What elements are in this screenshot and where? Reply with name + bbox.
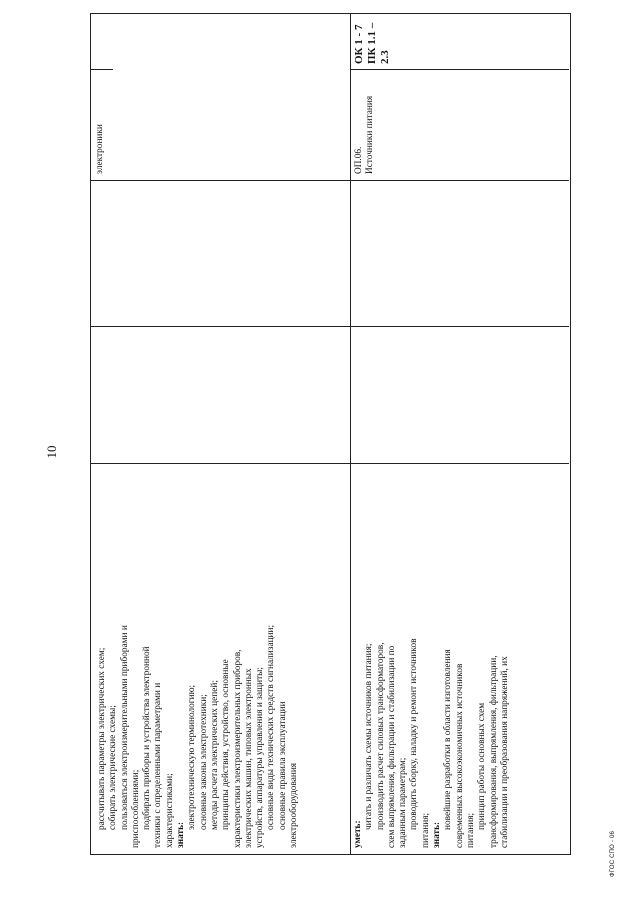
row1-discipline-text: электроники — [95, 124, 105, 174]
competence-pk: ПК 1.1 – 2.3 — [366, 22, 391, 64]
row2-text-line: уметь: — [353, 820, 363, 848]
row2-text-line: принцип работы основных схем — [477, 702, 488, 830]
header-stub-rule — [91, 69, 113, 70]
row1-text-line: электрических машин, типовых электронных — [243, 668, 254, 848]
row2-text-line: схем выпрямления, фильтрации и стабилизации по — [386, 645, 397, 848]
row1-text-line: подбирать приборы и устройства электронной — [142, 646, 153, 830]
row1-text-line: методы расчета электрических цепей; — [209, 680, 220, 830]
row1-requirements-cell — [97, 468, 300, 848]
row1-text-line: собирать электрические схемы; — [108, 705, 119, 830]
row1-text-line: рассчитывать параметры электрических схем; — [97, 647, 107, 830]
row2-text-line: трансформирования, выпрямления, фильтрации, — [488, 655, 499, 848]
row1-text-line: электротехническую терминологию; — [187, 684, 198, 830]
competence-ok: ОК 1 - 7 — [353, 24, 365, 64]
page-footer: ФГОС СПО - 06 — [610, 830, 616, 877]
row2-text-line: производить расчет силовых трансформаторов, — [375, 642, 386, 830]
row2-competence-cell — [353, 14, 392, 64]
row1-text-line: электрооборудования — [289, 762, 300, 848]
column-divider-3 — [91, 180, 569, 181]
row2-requirements-cell — [353, 468, 511, 848]
row2-text-line: питания; — [465, 812, 476, 848]
row2-text-line: знать: — [432, 821, 443, 848]
row2-discipline-cell — [354, 74, 377, 174]
row1-text-line: характеристиками; — [164, 773, 175, 848]
row-divider — [350, 14, 351, 854]
row1-text-line: приспособлениями; — [130, 769, 141, 848]
column-divider-4 — [350, 69, 569, 70]
row2-text-line: читать и различать схемы источников питания; — [364, 643, 375, 830]
row1-text-line: техники с определенными параметрами и — [153, 682, 164, 848]
column-divider-2 — [91, 326, 569, 327]
row2-text-line: проводить сборку, наладку и ремонт источников — [409, 638, 420, 830]
row2-text-line: питания; — [420, 812, 431, 848]
curriculum-table — [90, 13, 571, 855]
row1-text-line: устройств, аппаратуры управления и защиты; — [255, 667, 266, 848]
row1-text-line: основные правила эксплуатации — [277, 701, 288, 830]
row1-text-line: характеристики электроизмерительных приборов, — [232, 649, 243, 848]
row2-text-line: новейшие разработки в области изготовления — [443, 649, 454, 830]
row2-text-line: современных высокоэкономичных источников — [454, 663, 465, 848]
row1-text-line: основные законы электротехники; — [198, 694, 209, 830]
column-divider-1 — [91, 463, 569, 464]
row2-text-line: заданным параметрам; — [398, 757, 409, 848]
row1-text-line: знать: — [176, 821, 187, 848]
row1-text-line: пользоваться электроизмерительными приборами и — [119, 625, 130, 830]
row1-text-line: принципы действия, устройство, основные — [221, 659, 232, 830]
row2-text-line: стабилизации и преобразования напряжений, их — [499, 656, 510, 848]
row2-discipline-name: Источники питания — [365, 95, 376, 174]
row2-discipline-code: ОП.06. — [354, 146, 364, 174]
row1-text-line: основные виды технических средств сигнализации; — [266, 624, 277, 830]
page-number: 10 — [44, 445, 59, 459]
row1-discipline-cell — [95, 74, 106, 174]
